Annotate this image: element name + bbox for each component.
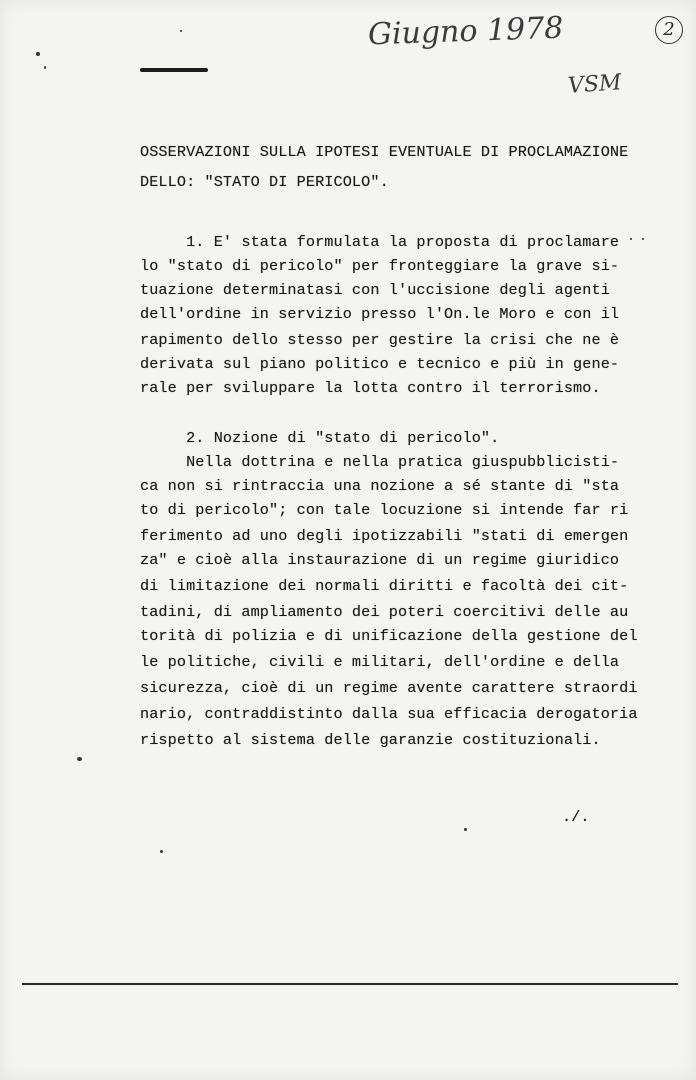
body-line: dell'ordine in servizio presso l'On.le Moro e con il [140,305,620,323]
section-heading: 2. Nozione di "stato di pericolo". [140,429,500,447]
body-line: rispetto al sistema delle garanzie costituzionali. [140,731,601,749]
body-line: di limitazione dei normali diritti e facoltà dei cit- [140,577,629,595]
body-line: 1. E' stata formulata la proposta di proclamare [140,233,620,251]
continuation-mark: ./. [562,808,590,826]
body-line: rale per sviluppare la lotta contro il terrorismo. [140,379,601,397]
body-line: sicurezza, cioè di un regime avente carattere straordi [140,679,638,697]
bottom-rule [22,983,678,985]
title-line: OSSERVAZIONI SULLA IPOTESI EVENTUALE DI PROCLAMAZIONE [140,143,629,161]
ink-speck [36,52,40,56]
body-line: rapimento dello stesso per gestire la crisi che ne è [140,331,620,349]
ink-speck [642,238,644,240]
handwritten-date-note: Giugno 1978 [367,10,564,53]
ink-speck [44,66,46,69]
body-line: nario, contraddistinto dalla sua efficacia derogatoria [140,705,638,723]
body-line: to di pericolo"; con tale locuzione si intende far ri [140,501,629,519]
dash-mark [140,68,208,72]
page-number-circle: 2 [655,16,683,44]
handwritten-initials: VSM [567,70,623,99]
body-line: lo "stato di pericolo" per fronteggiare la grave si- [140,257,620,275]
ink-speck [77,757,82,761]
body-line: le politiche, civili e militari, dell'ordine e della [140,653,620,671]
ink-speck [464,828,467,831]
body-line: ferimento ad uno degli ipotizzabili "stati di emergen [140,527,629,545]
body-line: derivata sul piano politico e tecnico e più in gene- [140,355,620,373]
body-line: tadini, di ampliamento dei poteri coercitivi delle au [140,603,629,621]
ink-speck [160,850,163,853]
ink-speck [180,30,182,32]
title-line: DELLO: "STATO DI PERICOLO". [140,173,389,191]
ink-speck [630,238,632,240]
body-line: za" e cioè alla instaurazione di un regime giuridico [140,551,620,569]
body-line: ca non si rintraccia una nozione a sé stante di "sta [140,477,620,495]
body-line: tuazione determinatasi con l'uccisione degli agenti [140,281,610,299]
body-line: Nella dottrina e nella pratica giuspubblicisti- [140,453,620,471]
body-line: torità di polizia e di unificazione della gestione del [140,627,638,645]
